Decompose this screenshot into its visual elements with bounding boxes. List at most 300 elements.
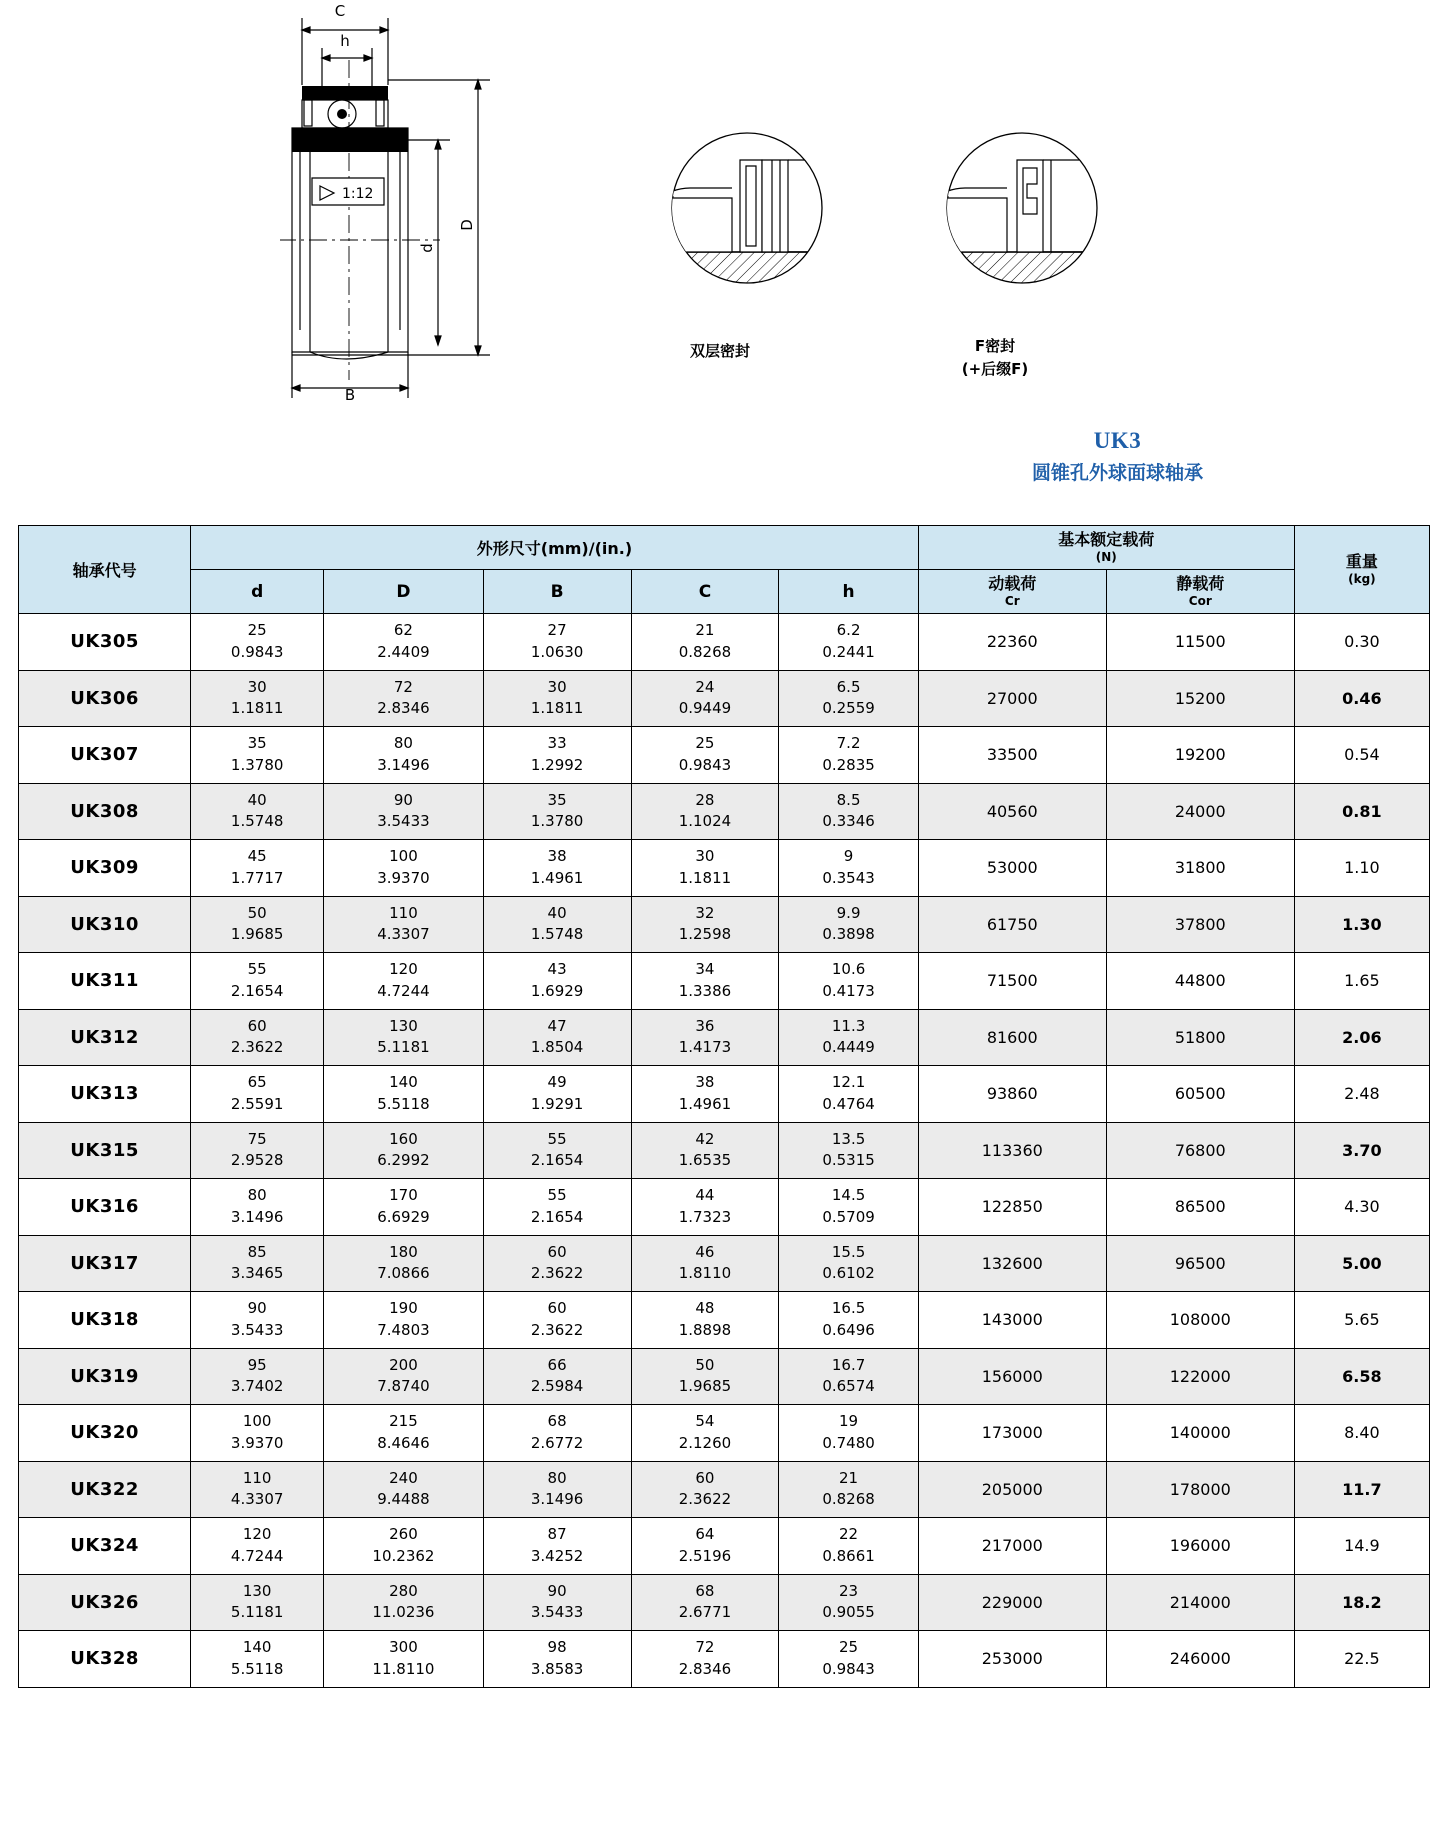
cell-dimension-h-in: 0.2559 <box>822 699 875 718</box>
cell-dimension-h <box>779 1179 918 1236</box>
cell-dimension-d <box>191 840 324 897</box>
cell-dimension-C <box>631 1009 779 1066</box>
cell-dimension-h-mm: 23 <box>839 1581 859 1600</box>
cell-dimension-d-mm: 50 <box>247 903 267 922</box>
cell-dimension-h <box>779 1574 918 1631</box>
cell-dimension-B-in: 2.5984 <box>530 1377 584 1396</box>
cell-dimension-d-in: 2.5591 <box>230 1094 284 1113</box>
cell-dimension-h-mm: 8.5 <box>836 790 861 809</box>
cell-dimension-D-in: 2.8346 <box>377 699 430 718</box>
cell-dimension-C-mm: 34 <box>695 960 715 978</box>
cell-dimension-B-mm: 90 <box>547 1581 567 1600</box>
cell-dimension-h-in: 0.3346 <box>822 812 875 831</box>
cell-weight: 22.5 <box>1294 1631 1429 1688</box>
cell-weight: 0.81 <box>1294 783 1429 840</box>
cell-dimension-B-in: 2.3622 <box>530 1320 584 1339</box>
cell-dimension-B-mm: 66 <box>547 1355 567 1374</box>
cell-static-load: 44800 <box>1106 953 1294 1010</box>
cell-static-load: 122000 <box>1106 1348 1294 1405</box>
cell-weight: 11.7 <box>1294 1461 1429 1518</box>
cell-dimension-d <box>191 1461 324 1518</box>
cell-dynamic-load: 33500 <box>918 727 1106 784</box>
cell-dimension-B-in: 3.5433 <box>530 1603 584 1622</box>
cell-dynamic-load: 81600 <box>918 1009 1106 1066</box>
header-static-line2: Cor <box>1188 594 1212 608</box>
cell-dynamic-load: 173000 <box>918 1405 1106 1462</box>
cell-dimension-d <box>191 953 324 1010</box>
seal-detail-double-lip <box>660 120 835 320</box>
cell-dimension-D-in: 4.3307 <box>377 925 430 944</box>
cell-bearing-code: UK308 <box>19 783 191 840</box>
cell-dynamic-load: 143000 <box>918 1292 1106 1349</box>
cell-dimension-D-in: 9.4488 <box>377 1490 430 1509</box>
cell-dynamic-load: 217000 <box>918 1518 1106 1575</box>
cell-dimension-B <box>483 896 631 953</box>
header-col-d: d <box>191 570 324 614</box>
cell-dimension-d-mm: 95 <box>247 1355 267 1374</box>
cell-dimension-C <box>631 953 779 1010</box>
cell-dimension-d <box>191 1292 324 1349</box>
cell-weight: 2.06 <box>1294 1009 1429 1066</box>
header-dimensions-group: 外形尺寸(mm)/(in.) <box>191 526 919 570</box>
cell-dimension-B-mm: 43 <box>547 960 567 978</box>
cell-dimension-d-in: 2.1654 <box>230 981 284 1000</box>
cell-dimension-D <box>324 953 483 1010</box>
cell-bearing-code: UK310 <box>19 896 191 953</box>
table-row <box>19 614 1430 671</box>
cell-dimension-d-in: 1.3780 <box>230 755 284 774</box>
cell-dimension-D-in: 6.2992 <box>377 1151 430 1170</box>
cell-dimension-C-mm: 48 <box>695 1299 715 1317</box>
cell-dimension-B <box>483 1631 631 1688</box>
cell-dimension-C-mm: 21 <box>695 621 715 639</box>
header-col-D: D <box>324 570 483 614</box>
header-col-C: C <box>631 570 779 614</box>
table-row <box>19 840 1430 897</box>
cell-dimension-C <box>631 1066 779 1123</box>
cell-dimension-d-mm: 110 <box>242 1468 272 1487</box>
cell-weight: 18.2 <box>1294 1574 1429 1631</box>
cell-dimension-D <box>324 1122 483 1179</box>
cell-dimension-D <box>324 840 483 897</box>
table-row <box>19 1574 1430 1631</box>
cell-dimension-B <box>483 1461 631 1518</box>
cell-dimension-C <box>631 1348 779 1405</box>
cell-dimension-h-mm: 6.5 <box>836 677 861 696</box>
cell-dimension-B-in: 1.0630 <box>530 642 584 661</box>
cell-dimension-d-in: 5.1181 <box>230 1603 284 1622</box>
cell-dimension-d-in: 4.3307 <box>230 1490 284 1509</box>
cell-dimension-h <box>779 1292 918 1349</box>
cell-dimension-C-in: 0.9843 <box>678 755 732 774</box>
header-load-group <box>918 526 1294 570</box>
cell-dimension-h <box>779 1348 918 1405</box>
cell-dimension-C-in: 1.2598 <box>678 925 732 944</box>
cell-dimension-C-in: 1.8898 <box>678 1320 732 1339</box>
cell-dimension-D-mm: 140 <box>389 1073 418 1091</box>
cell-dimension-D-mm: 240 <box>389 1468 418 1487</box>
cell-dimension-C <box>631 1574 779 1631</box>
label-D: D <box>458 219 476 231</box>
cell-dimension-h-mm: 14.5 <box>831 1186 866 1204</box>
header-col-h: h <box>779 570 918 614</box>
seal-a-label: 双层密封 <box>689 342 750 360</box>
table-row <box>19 783 1430 840</box>
header-col-B: B <box>483 570 631 614</box>
cell-bearing-code: UK315 <box>19 1122 191 1179</box>
header-dynamic-line1: 动载荷 <box>988 574 1037 593</box>
cell-weight: 1.10 <box>1294 840 1429 897</box>
cell-dimension-C-in: 1.1811 <box>678 868 732 887</box>
cell-static-load: 196000 <box>1106 1518 1294 1575</box>
cell-dimension-D <box>324 727 483 784</box>
cell-dimension-C-in: 0.8268 <box>678 642 732 661</box>
cell-dimension-D <box>324 896 483 953</box>
cell-dimension-B-mm: 55 <box>547 1186 567 1204</box>
cell-dimension-d-mm: 75 <box>247 1129 267 1148</box>
cell-dimension-C <box>631 1631 779 1688</box>
cell-dimension-B <box>483 1122 631 1179</box>
cell-dimension-B <box>483 1292 631 1349</box>
cell-dimension-d-mm: 120 <box>242 1525 272 1543</box>
cell-dimension-B <box>483 614 631 671</box>
cell-dimension-C-in: 2.1260 <box>678 1433 732 1452</box>
cell-dimension-D <box>324 1574 483 1631</box>
cell-bearing-code: UK317 <box>19 1235 191 1292</box>
bearing-spec-table <box>18 525 1430 1688</box>
cell-dimension-B-mm: 38 <box>547 847 567 865</box>
cell-dimension-h <box>779 1405 918 1462</box>
cell-dimension-h-in: 0.2441 <box>822 642 875 661</box>
cell-dimension-B-mm: 40 <box>547 903 567 922</box>
cell-weight: 14.9 <box>1294 1518 1429 1575</box>
label-B: B <box>344 386 356 404</box>
cell-dimension-h-mm: 11.3 <box>831 1016 866 1035</box>
header-weight-line1: 重量 <box>1345 552 1378 571</box>
cell-dimension-D-in: 11.8110 <box>372 1659 435 1678</box>
cell-weight: 5.65 <box>1294 1292 1429 1349</box>
cell-dimension-C-mm: 68 <box>695 1581 715 1600</box>
cell-dimension-D <box>324 1518 483 1575</box>
cell-dimension-h-mm: 25 <box>839 1638 859 1656</box>
header-load-group-line2: (N) <box>1095 550 1117 564</box>
cell-dimension-B <box>483 670 631 727</box>
cell-dimension-h-in: 0.5709 <box>822 1207 875 1226</box>
cell-dimension-C-mm: 42 <box>695 1129 715 1148</box>
cell-static-load: 51800 <box>1106 1009 1294 1066</box>
cell-dimension-d <box>191 783 324 840</box>
cell-dimension-C-in: 1.8110 <box>678 1264 732 1283</box>
cell-dimension-h <box>779 896 918 953</box>
cell-dimension-C-in: 1.9685 <box>678 1377 732 1396</box>
table-row <box>19 1009 1430 1066</box>
cell-dimension-D-in: 3.9370 <box>377 868 430 887</box>
cell-dimension-d-in: 0.9843 <box>230 642 284 661</box>
cell-dimension-d-mm: 85 <box>247 1242 267 1261</box>
cell-dimension-h-in: 0.4764 <box>822 1094 875 1113</box>
cell-dimension-h-in: 0.4449 <box>822 1038 875 1057</box>
cell-static-load: 31800 <box>1106 840 1294 897</box>
seal-b-label-line1: F密封 <box>974 337 1016 355</box>
cell-dimension-d <box>191 896 324 953</box>
cell-dimension-d <box>191 670 324 727</box>
header-dynamic-load <box>918 570 1106 614</box>
cell-dimension-h <box>779 1461 918 1518</box>
cell-dimension-D <box>324 1292 483 1349</box>
cell-dimension-B <box>483 953 631 1010</box>
cell-bearing-code: UK313 <box>19 1066 191 1123</box>
cell-dimension-B-mm: 68 <box>547 1412 567 1430</box>
cell-dimension-B-mm: 87 <box>547 1525 567 1543</box>
cell-dimension-C-in: 2.8346 <box>678 1659 732 1678</box>
cell-dimension-h-in: 0.8661 <box>822 1546 875 1565</box>
cell-dimension-h-in: 0.7480 <box>822 1433 875 1452</box>
cell-static-load: 140000 <box>1106 1405 1294 1462</box>
cell-dimension-h <box>779 1066 918 1123</box>
seal-detail-double-lip-caption <box>620 340 820 363</box>
cell-static-load: 86500 <box>1106 1179 1294 1236</box>
cell-dimension-h <box>779 953 918 1010</box>
cell-dimension-D-mm: 160 <box>389 1129 418 1148</box>
cell-static-load: 15200 <box>1106 670 1294 727</box>
cell-dimension-C <box>631 1518 779 1575</box>
cell-dimension-d <box>191 1066 324 1123</box>
cell-dimension-B <box>483 1518 631 1575</box>
header-weight-line2: (kg) <box>1348 572 1376 586</box>
cell-dimension-D-mm: 120 <box>389 960 418 978</box>
cell-dimension-d-mm: 55 <box>247 960 267 978</box>
cell-dimension-h-mm: 16.5 <box>831 1299 866 1317</box>
cell-dimension-C-in: 2.5196 <box>678 1546 732 1565</box>
cell-dimension-h <box>779 1235 918 1292</box>
cell-dimension-h-in: 0.9055 <box>822 1603 875 1622</box>
table-body <box>19 614 1430 1688</box>
cell-dimension-D-in: 6.6929 <box>377 1207 430 1226</box>
seal-b-label-line2: (+后缀F) <box>961 359 1029 378</box>
cell-dimension-B-mm: 55 <box>547 1129 567 1148</box>
cell-dynamic-load: 122850 <box>918 1179 1106 1236</box>
cell-dimension-D-mm: 260 <box>389 1525 418 1543</box>
cell-dimension-h-in: 0.4173 <box>822 981 875 1000</box>
cell-dimension-d-mm: 30 <box>247 677 267 696</box>
cell-dimension-B-mm: 30 <box>547 677 567 696</box>
table-row <box>19 1461 1430 1518</box>
cell-dimension-C-mm: 44 <box>695 1186 715 1204</box>
cell-static-load: 214000 <box>1106 1574 1294 1631</box>
cell-static-load: 108000 <box>1106 1292 1294 1349</box>
cell-dimension-D <box>324 1631 483 1688</box>
cell-dimension-d-in: 1.9685 <box>230 925 284 944</box>
cell-dimension-C <box>631 670 779 727</box>
cell-weight: 1.30 <box>1294 896 1429 953</box>
cell-dimension-C-mm: 64 <box>695 1525 715 1543</box>
cell-dimension-B-mm: 60 <box>547 1242 567 1261</box>
drawing-area <box>0 0 1453 500</box>
cell-dimension-d-mm: 60 <box>247 1016 267 1035</box>
cell-dimension-B <box>483 1009 631 1066</box>
cell-dimension-C-in: 1.4173 <box>678 1038 732 1057</box>
cell-dimension-C-in: 1.4961 <box>678 1094 732 1113</box>
cell-dimension-B-in: 1.9291 <box>530 1094 584 1113</box>
cell-weight: 2.48 <box>1294 1066 1429 1123</box>
cell-dimension-C-in: 2.3622 <box>678 1490 732 1509</box>
cell-dimension-d <box>191 1122 324 1179</box>
cell-dimension-B-in: 2.1654 <box>530 1207 584 1226</box>
cell-bearing-code: UK309 <box>19 840 191 897</box>
cell-dimension-h-mm: 19 <box>839 1412 859 1430</box>
table-row <box>19 1518 1430 1575</box>
cell-dimension-D <box>324 614 483 671</box>
cell-dimension-C <box>631 840 779 897</box>
seal-detail-f-seal-caption <box>895 335 1095 380</box>
table-row <box>19 1179 1430 1236</box>
cell-dimension-d <box>191 614 324 671</box>
cell-dimension-h-mm: 12.1 <box>831 1073 866 1091</box>
cell-bearing-code: UK320 <box>19 1405 191 1462</box>
cell-dimension-D-mm: 180 <box>389 1242 418 1261</box>
cell-dimension-D-in: 7.4803 <box>377 1320 430 1339</box>
cell-dimension-h-in: 0.5315 <box>822 1151 875 1170</box>
cell-dimension-D-in: 4.7244 <box>377 981 430 1000</box>
cell-dimension-B <box>483 1405 631 1462</box>
cell-weight: 0.46 <box>1294 670 1429 727</box>
cell-dimension-D-mm: 215 <box>389 1412 418 1430</box>
cell-dimension-h-in: 0.6102 <box>822 1264 875 1283</box>
cell-dimension-B-in: 2.1654 <box>530 1151 584 1170</box>
cell-dimension-D <box>324 1235 483 1292</box>
label-taper: 1:12 <box>342 186 374 202</box>
cell-bearing-code: UK311 <box>19 953 191 1010</box>
cell-dimension-d-mm: 65 <box>247 1073 267 1091</box>
cell-dimension-h-in: 0.3898 <box>822 925 875 944</box>
cell-bearing-code: UK328 <box>19 1631 191 1688</box>
cell-dimension-C-mm: 30 <box>695 847 715 865</box>
cell-dimension-h-in: 0.6574 <box>822 1377 875 1396</box>
cell-dimension-h-mm: 13.5 <box>831 1129 866 1148</box>
cell-dimension-d <box>191 1348 324 1405</box>
series-name: 圆锥孔外球面球轴承 <box>1031 462 1203 484</box>
cell-dynamic-load: 113360 <box>918 1122 1106 1179</box>
cell-dimension-h-mm: 16.7 <box>831 1355 866 1374</box>
cell-dimension-D <box>324 670 483 727</box>
cell-dimension-B-in: 2.6772 <box>530 1433 584 1452</box>
cell-dimension-C-mm: 54 <box>695 1412 715 1430</box>
cell-dimension-D <box>324 783 483 840</box>
cell-dimension-B <box>483 1179 631 1236</box>
cell-dimension-C-mm: 25 <box>695 734 715 752</box>
cell-dimension-B-mm: 35 <box>547 790 567 809</box>
cell-dimension-h <box>779 1631 918 1688</box>
cell-static-load: 19200 <box>1106 727 1294 784</box>
cell-dimension-h-mm: 6.2 <box>836 621 861 639</box>
cell-dimension-C-in: 1.7323 <box>678 1207 732 1226</box>
cell-dimension-d <box>191 727 324 784</box>
cell-dimension-d-in: 1.1811 <box>230 699 284 718</box>
header-load-group-line1: 基本额定载荷 <box>1058 530 1155 549</box>
cell-static-load: 96500 <box>1106 1235 1294 1292</box>
cell-static-load: 76800 <box>1106 1122 1294 1179</box>
header-static-line1: 静载荷 <box>1176 574 1225 593</box>
cell-dimension-D-mm: 280 <box>389 1581 418 1600</box>
cell-dimension-B-mm: 60 <box>547 1299 567 1317</box>
cell-dimension-C-in: 1.6535 <box>678 1151 732 1170</box>
cell-dimension-B <box>483 783 631 840</box>
cell-dimension-D-in: 11.0236 <box>372 1603 435 1622</box>
table-row <box>19 1235 1430 1292</box>
cell-dimension-D-mm: 72 <box>393 677 413 696</box>
cell-dimension-B <box>483 727 631 784</box>
cell-bearing-code: UK305 <box>19 614 191 671</box>
cell-dimension-C-mm: 28 <box>695 790 715 809</box>
series-title <box>1032 428 1203 485</box>
cell-dimension-d <box>191 1009 324 1066</box>
table-row <box>19 896 1430 953</box>
cell-dimension-h <box>779 1009 918 1066</box>
cell-dimension-D-mm: 100 <box>389 847 418 865</box>
header-weight <box>1294 526 1429 614</box>
cell-dimension-B-in: 1.2992 <box>530 755 584 774</box>
cell-dynamic-load: 22360 <box>918 614 1106 671</box>
cell-dimension-C-mm: 24 <box>695 677 715 696</box>
cell-dynamic-load: 205000 <box>918 1461 1106 1518</box>
cell-dimension-h-in: 0.2835 <box>822 755 875 774</box>
cell-dynamic-load: 61750 <box>918 896 1106 953</box>
cell-dimension-C-mm: 32 <box>695 903 715 922</box>
cell-dimension-D <box>324 1009 483 1066</box>
cell-dimension-B-mm: 47 <box>547 1016 567 1035</box>
cell-static-load: 24000 <box>1106 783 1294 840</box>
cell-dimension-C-in: 1.1024 <box>678 812 732 831</box>
cell-dimension-h <box>779 840 918 897</box>
cell-weight: 6.58 <box>1294 1348 1429 1405</box>
cell-dimension-d <box>191 1631 324 1688</box>
cell-dimension-B-mm: 98 <box>547 1638 567 1656</box>
cell-dimension-B <box>483 840 631 897</box>
cell-dimension-d <box>191 1574 324 1631</box>
cell-dimension-h <box>779 1122 918 1179</box>
cell-dimension-B-in: 1.6929 <box>530 981 584 1000</box>
cell-bearing-code: UK322 <box>19 1461 191 1518</box>
cell-dimension-C <box>631 614 779 671</box>
cell-dimension-h-mm: 7.2 <box>836 734 861 752</box>
cell-dimension-d-in: 3.9370 <box>230 1433 284 1452</box>
cell-dimension-D <box>324 1461 483 1518</box>
cell-dimension-d-in: 3.5433 <box>230 1320 284 1339</box>
cell-dimension-d-mm: 25 <box>247 621 267 639</box>
cell-static-load: 37800 <box>1106 896 1294 953</box>
cell-dimension-d-in: 4.7244 <box>230 1546 284 1565</box>
cell-bearing-code: UK316 <box>19 1179 191 1236</box>
cell-dimension-B-in: 3.1496 <box>530 1490 584 1509</box>
cell-dimension-B-in: 3.4252 <box>530 1546 584 1565</box>
cell-dimension-C <box>631 1122 779 1179</box>
cell-dimension-B <box>483 1235 631 1292</box>
cell-dimension-C-in: 0.9449 <box>678 699 732 718</box>
cell-dimension-d <box>191 1235 324 1292</box>
cell-dimension-D-in: 7.0866 <box>377 1264 430 1283</box>
cell-dimension-C <box>631 1292 779 1349</box>
cell-weight: 3.70 <box>1294 1122 1429 1179</box>
cell-bearing-code: UK318 <box>19 1292 191 1349</box>
cell-weight: 0.54 <box>1294 727 1429 784</box>
cell-bearing-code: UK324 <box>19 1518 191 1575</box>
cell-dynamic-load: 156000 <box>918 1348 1106 1405</box>
cell-dimension-h <box>779 1518 918 1575</box>
cell-dimension-C-mm: 36 <box>695 1016 715 1035</box>
cell-dimension-C <box>631 1461 779 1518</box>
cell-dimension-d <box>191 1405 324 1462</box>
cell-dimension-C <box>631 1179 779 1236</box>
